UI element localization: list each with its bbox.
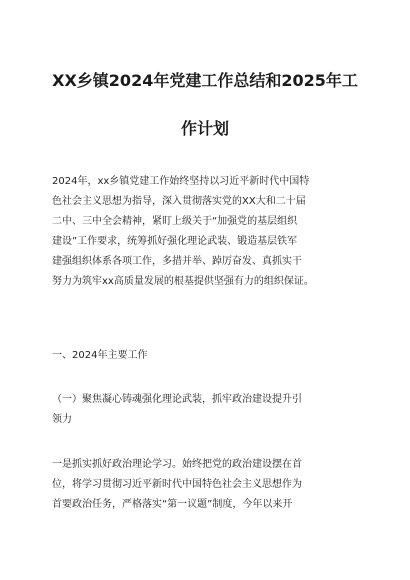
section-heading-text: 一、2024年主要工作 — [52, 350, 148, 361]
intro-line: 色社会主义思想为指导，深入贯彻落实党的XX大和二十届 — [52, 196, 306, 207]
subsection-heading-line: 领力 — [52, 414, 72, 425]
intro-line: 建强组织体系各项工作，多措并举、踔厉奋发、真抓实干 — [52, 256, 302, 267]
paragraph-one — [52, 455, 358, 515]
intro-line: 2024年，xx乡镇党建工作始终坚持以习近平新时代中国特 — [52, 176, 310, 187]
document-title-line-1: XX乡镇2024年党建工作总结和2025年工 — [52, 71, 358, 90]
intro-paragraph — [52, 172, 358, 292]
section-heading — [52, 346, 358, 366]
intro-line: 二中、三中全会精神，紧盯上级关于“加强党的基层组织 — [52, 216, 298, 227]
subsection-heading-line: （一）聚焦凝心铸魂强化理论武装，抓牢政治建设提升引 — [52, 394, 302, 405]
intro-line: 努力为筑牢xx高质量发展的根基提供坚强有力的组织保证。 — [52, 276, 314, 287]
intro-line: 建设”工作要求，统筹抓好强化理论武装、锻造基层铁军 — [52, 236, 298, 247]
paragraph-line: 一是抓实抓好政治理论学习。始终把党的政治建设摆在首 — [52, 459, 302, 470]
paragraph-line: 首要政治任务，严格落实“第一议题”制度，今年以来开 — [52, 499, 293, 510]
subsection-heading — [52, 390, 358, 430]
document-title-line-2: 作计划 — [180, 119, 229, 138]
paragraph-line: 位，将学习贯彻习近平新时代中国特色社会主义思想作为 — [52, 479, 302, 490]
